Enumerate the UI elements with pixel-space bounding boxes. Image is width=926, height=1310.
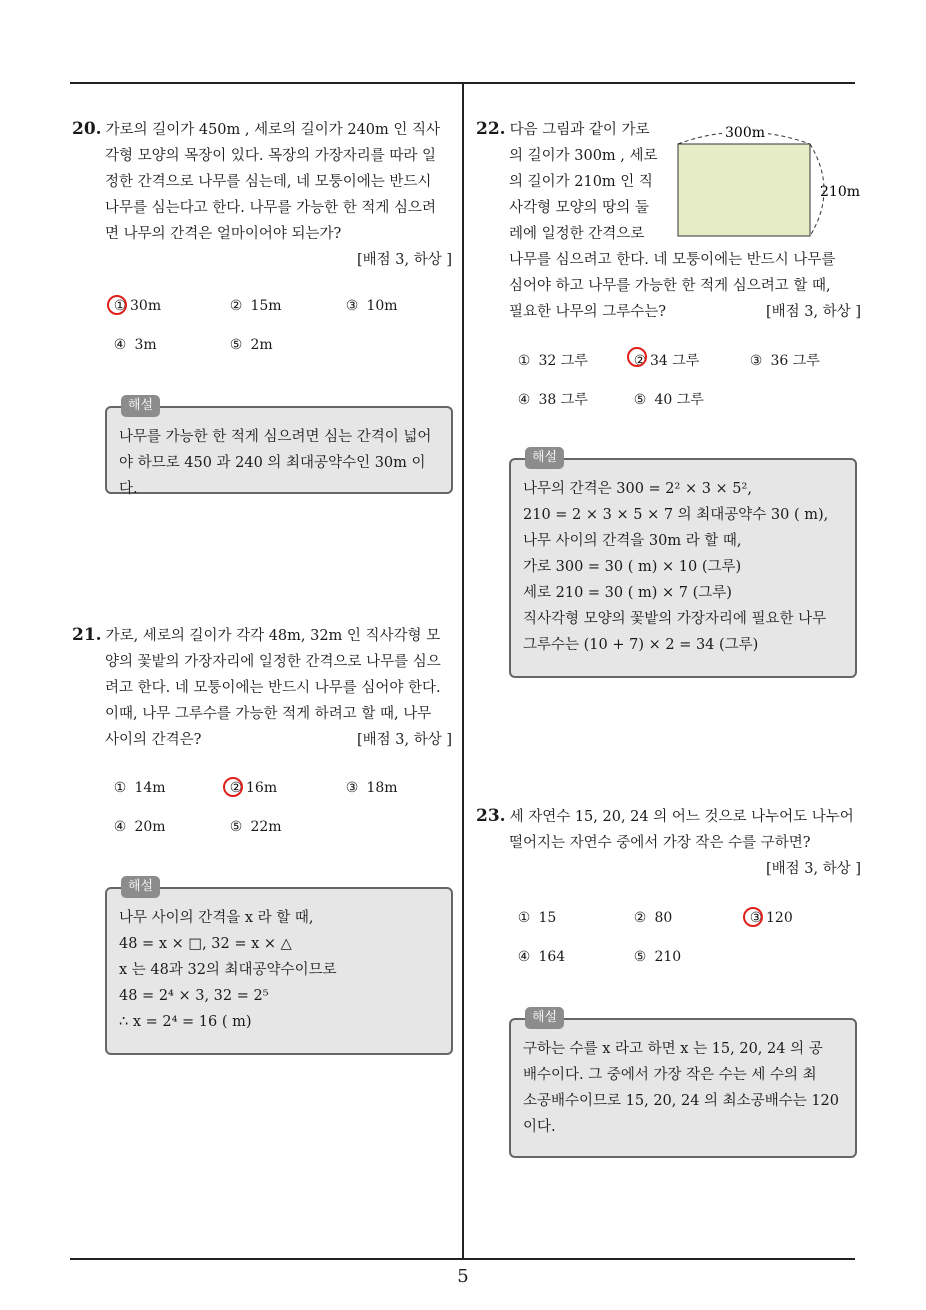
height-label: 210m	[820, 184, 860, 200]
q23-number: 23.	[476, 806, 506, 826]
q20-choice-2[interactable]: ② 15m	[229, 298, 282, 314]
solution-tag: 해설	[121, 876, 160, 898]
q22-solution-line: 그루수는 (10 + 7) × 2 = 34 (그루)	[523, 637, 759, 653]
q21-last-line: 사이의 간격은? [배점 3, 하상 ]	[105, 727, 452, 753]
q20-number: 20.	[72, 119, 102, 139]
q20-choice-5[interactable]: ⑤ 2m	[229, 337, 273, 353]
q21-number: 21.	[72, 625, 102, 645]
q22-solution-line: 가로 300 = 30 ( m) × 10 (그루)	[523, 559, 742, 575]
q20-solution-line: 나무를 가능한 한 적게 심으려면 심는 간격이 넓어	[119, 429, 432, 445]
q23-choice-3[interactable]: ③ 120	[746, 910, 793, 926]
q22-line: 레에 일정한 간격으로	[509, 226, 645, 242]
q20-solution-line: 야 하므로 450 과 240 의 최대공약수인 30m 이다.	[119, 455, 426, 497]
solution-tag: 해설	[121, 395, 160, 417]
q22-meta: [배점 3, 하상 ]	[765, 304, 861, 320]
q20-line: 각형 모양의 목장이 있다. 목장의 가장자리를 따라 일	[105, 148, 437, 164]
q21-choice-2[interactable]: ② 16m	[226, 780, 277, 796]
q22-rectangle-figure	[660, 118, 865, 248]
question-23	[476, 803, 861, 882]
q23-choice-4[interactable]: ④ 164	[517, 949, 566, 965]
answer-circle	[627, 347, 647, 367]
q23-line-0: 23. 세 자연수 15, 20, 24 의 어느 것으로 나누어도 나누어	[476, 806, 854, 826]
q21-choice-1[interactable]: ① 14m	[113, 780, 166, 796]
q21-solution-line: x 는 48과 32의 최대공약수이므로	[119, 962, 337, 978]
solution-tag: 해설	[525, 447, 564, 469]
q21-meta: [배점 3, 하상 ]	[356, 732, 452, 748]
q22-solution-line: 나무 사이의 간격을 30m 라 할 때,	[523, 533, 742, 549]
q20-solution-box	[105, 398, 453, 497]
q22-choice-5[interactable]: ⑤ 40 그루	[633, 392, 704, 408]
q20-choice-4[interactable]: ④ 3m	[113, 337, 157, 353]
bottom-rule	[70, 1258, 855, 1260]
q22-line: 의 길이가 210m 인 직	[509, 174, 653, 190]
q22-solution-box	[509, 450, 857, 678]
q22-choice-1[interactable]: ① 32 그루	[517, 353, 588, 369]
q22-solution-line: 210 = 2 × 3 × 5 × 7 의 최대공약수 30 ( m),	[523, 507, 829, 523]
q20-choice-1[interactable]: ① 30m	[110, 298, 161, 314]
q21-choice-3[interactable]: ③ 18m	[345, 780, 398, 796]
q22-solution-line: 직사각형 모양의 꽃밭의 가장자리에 필요한 나무	[523, 611, 827, 627]
q22-line: 의 길이가 300m , 세로	[509, 148, 658, 164]
q23-choice-1[interactable]: ① 15	[517, 910, 557, 926]
question-20	[72, 116, 452, 273]
q22-solution-line: 나무의 간격은 300 = 2² × 3 × 5²,	[523, 481, 752, 497]
q21-solution-line: 48 = x × □, 32 = x × △	[119, 936, 292, 952]
q22-line: 사각형 모양의 땅의 둘	[509, 200, 649, 216]
q22-choice-4[interactable]: ④ 38 그루	[517, 392, 588, 408]
solution-tag: 해설	[525, 1007, 564, 1029]
q20-line: 나무를 심는다고 한다. 나무를 가능한 한 적게 심으려	[105, 200, 437, 216]
q22-solution-line: 세로 210 = 30 ( m) × 7 (그루)	[523, 585, 732, 601]
q23-choice-2[interactable]: ② 80	[633, 910, 673, 926]
q23-solution-line: 이다.	[523, 1119, 556, 1135]
width-label: 300m	[725, 125, 765, 141]
q20-line: 면 나무의 간격은 얼마이어야 되는가?	[105, 226, 342, 242]
q21-solution-line: ∴ x = 2⁴ = 16 ( m)	[119, 1014, 252, 1030]
q21-solution-line: 나무 사이의 간격을 x 라 할 때,	[119, 910, 314, 926]
answer-circle	[223, 777, 243, 797]
q20-meta: [배점 3, 하상 ]	[356, 252, 452, 268]
q21-line: 려고 한다. 네 모퉁이에는 반드시 나무를 심어야 한다.	[105, 680, 441, 696]
column-divider	[462, 84, 464, 1259]
q23-solution-line: 배수이다. 그 중에서 가장 작은 수는 세 수의 최	[523, 1067, 817, 1083]
q22-line: 나무를 심으려고 한다. 네 모퉁이에는 반드시 나무를	[509, 252, 836, 268]
q23-meta: [배점 3, 하상 ]	[765, 861, 861, 877]
q22-line-0: 22. 다음 그림과 같이 가로	[476, 119, 650, 139]
q21-choice-5[interactable]: ⑤ 22m	[229, 819, 282, 835]
q22-last-line: 필요한 나무의 그루수는? [배점 3, 하상 ]	[509, 299, 861, 325]
q20-line-0: 20. 가로의 길이가 450m , 세로의 길이가 240m 인 직사	[72, 119, 441, 139]
q22-number: 22.	[476, 119, 506, 139]
q21-body	[72, 649, 452, 753]
q20-choice-3[interactable]: ③ 10m	[345, 298, 398, 314]
q23-solution-line: 소공배수이므로 15, 20, 24 의 최소공배수는 120	[523, 1093, 839, 1109]
answer-circle	[107, 295, 127, 315]
q20-body	[72, 143, 452, 273]
q21-choice-4[interactable]: ④ 20m	[113, 819, 166, 835]
q21-solution-box	[105, 879, 453, 1055]
q23-choice-5[interactable]: ⑤ 210	[633, 949, 682, 965]
q23-solution-line: 구하는 수를 x 라고 하면 x 는 15, 20, 24 의 공	[523, 1041, 823, 1057]
q21-solution-line: 48 = 2⁴ × 3, 32 = 2⁵	[119, 988, 269, 1004]
q22-choice-2[interactable]: ② 34 그루	[630, 350, 699, 370]
question-21	[72, 622, 452, 753]
land-rectangle	[678, 144, 810, 236]
q23-line: 떨어지는 자연수 중에서 가장 작은 수를 구하면?	[509, 835, 811, 851]
answer-circle	[743, 907, 763, 927]
q21-line: 양의 꽃밭의 가장자리에 일정한 간격으로 나무를 심으	[105, 654, 441, 670]
q23-body	[476, 830, 861, 882]
q22-choice-3[interactable]: ③ 36 그루	[749, 353, 820, 369]
q21-line: 이때, 나무 그루수를 가능한 적게 하려고 할 때, 나무	[105, 706, 432, 722]
q20-line: 정한 간격으로 나무를 심는데, 네 모퉁이에는 반드시	[105, 174, 432, 190]
q22-line: 심어야 하고 나무를 가능한 한 적게 심으려고 할 때,	[509, 278, 831, 294]
q23-solution-box	[509, 1010, 857, 1158]
page-number: 5	[457, 1266, 469, 1287]
q21-line-0: 21. 가로, 세로의 길이가 각각 48m, 32m 인 직사각형 모	[72, 625, 441, 645]
